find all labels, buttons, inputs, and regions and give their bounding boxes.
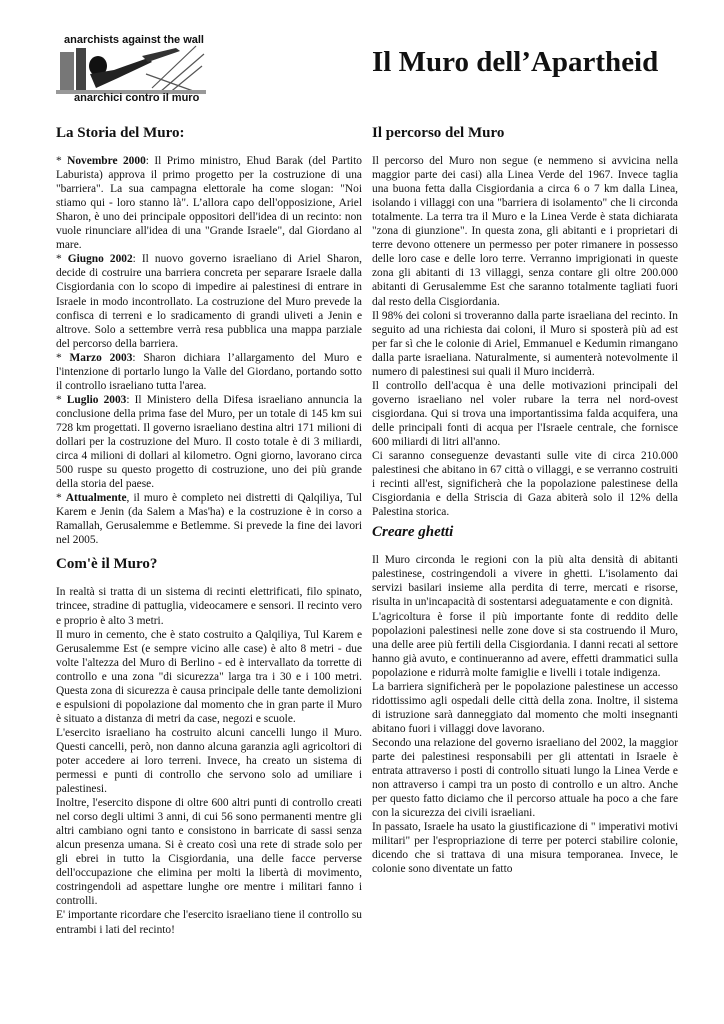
paragraph: In realtà si tratta di un sistema di recinti elettrificati, filo spinato, trincee, stradine di pattuglia, videocamere e sensori. Il recinto vero e proprio è alto 3 metri. (56, 586, 362, 627)
paragraph: Secondo una relazione del governo israeliano del 2002, la maggior parte dei palestinesi responsabili per gli attentati in Israele è entrata attraverso i posti di controllo situati lungo la Linea Verde e non attraverso i campi tra un posto di controllo e un altro. Anche per questo fatto diciamo che il percorso attuale ha poco a che fare con la sicurezza dei civili israeliani. (372, 736, 678, 820)
timeline-entry: * Giugno 2002: Il nuovo governo israeliano di Ariel Sharon, decide di costruire una barriera concreta per separare Israele dalla Cisgiordania con lo scopo di impedire ai palestinesi di entrare in Israele in modo incontrollato. La costruzione del Muro prevede la confisca di terreni e lo sradicamento di grandi uliveti a Jenin e altrove. Solo a settembre verrà resa pubblica una mappa parziale del percorso della barriera. (56, 253, 362, 350)
paragraph: Il 98% dei coloni si troveranno dalla parte israeliana del recinto. In seguito ad una richiesta dai coloni, il Muro si sposterà più ad est per far sì che le colonie di Ariel, Emmanuel e Kedumin rimangano dalla parte israeliana. Naturalmente, si aumenterà notevolmente il numero di palestinesi sui quali il Muro inciderrà. (372, 309, 678, 378)
page-title: Il Muro dell’Apartheid (372, 46, 659, 78)
right-column (372, 126, 678, 876)
timeline-entry: * Marzo 2003: Sharon dichiara l’allargamento del Muro e l'intenzione di portarlo lungo la Valle del Giordano, portando sotto il controllo israeliano tutta l'area. (56, 351, 362, 392)
logo-top-text: anarchists against the wall (64, 34, 204, 46)
section-heading-percorso: Il percorso del Muro (372, 125, 505, 141)
section-heading-come: Com'è il Muro? (56, 556, 158, 573)
paragraph: Inoltre, l'esercito dispone di oltre 600 altri punti di controllo creati nel corso degli ultimi 3 anni, di cui 56 sono permanenti mentre gli altri cambiano ogni tanto e consistono in barricate di sassi senza alcun presenza umana. Si è creato così una rete di strade solo per gli ebrei in tutto la Cisgiordania, una delle facce perverse dell'occupazione che elimina per molti la libertà di movimento, costringendoli ad aspettare lunghe ore mentre i militari fanno i controlli. (56, 797, 362, 908)
timeline-entry: * Luglio 2003: Il Ministero della Difesa israeliano annuncia la conclusione della prima fase del Muro, per un totale di 145 km sui 728 km progettati. Il governo israeliano destina altri 171 milioni di dollari per la costruzione del Muro. Il costo totale è di 3 miliardi, circa 4 milioni di dollari al kilometro. Ogni giorno, lavorano circa 500 ruspe su questo progetto di costruzione, uno dei più grande della storia del paese. (56, 393, 362, 491)
timeline-date: Novembre 2000 (67, 155, 146, 168)
paragraph: In passato, Israele ha usato la giustificazione di " imperativi motivi militari" per l'espropriazione di terre per poterci stabilire colonie, dicendo che si trattava di una misura temporanea. Invece, le colonie sono diventate un fatto (372, 821, 678, 876)
logo (56, 34, 206, 106)
paragraph: L'agricoltura è forse il più importante fonte di reddito delle popolazioni palestinesi nelle zone dove si sta costruendo il Muro, una delle aree più fertili della Cisgiordania. I danni recati al settore hanno già avuto, e continueranno ad avere, effetti drammatici sulla popolazione e ridurrà molte famiglie e livelli i totale indigenza. (372, 610, 678, 679)
paragraph: Ci saranno conseguenze devastanti sulle vite di circa 210.000 palestinesi che abitano in 67 città o villaggi, e se verranno costruiti i recinti all'est, significherà che la popolazione palestinese della Cisgiordania e della Striscia di Gaza abiterà solo il 12% della Palestina storica. (372, 450, 678, 519)
left-column (56, 126, 362, 937)
timeline-entry: * Novembre 2000: Il Primo ministro, Ehud Barak (del Partito Laburista) approva il primo progetto per la costruzione di una "barriera". La sua campagna elettorale ha come slogan: "Noi stiamo qui - loro stanno là". L’allora capo dell'opposizione, Ariel Sharon, è uno dei principale oppositori dell'idea di un recinto: non vuole rinunciare all'idea di una "Grande Israele", dal Giordano al mare. (56, 155, 363, 252)
section-heading-storia: La Storia del Muro: (56, 125, 185, 141)
timeline-date: Giugno 2002 (67, 253, 133, 266)
section-heading-ghetti: Creare ghetti (372, 524, 454, 541)
timeline-date: Luglio 2003 (66, 393, 127, 406)
paragraph: Il percorso del Muro non segue (e nemmeno si avvicina nella maggior parte dei casi) alla Linea Verde del 1967. Invece taglia una buona fetta dalla Cisgiordania a circa 6 o 7 km dalla Linea, isolando i villaggi con una "barriera di isolamento" che li circonda totalmente. La terra tra il Muro e la Linea Verde è stata dichiarata "zona di giunzione". In questa zona, gli abitanti e i proprietari di terre devono ottenere un permesso per poter rimanere in possesso delle loro case e delle loro terre. Verranno imprigionati in queste zona gli abitanti di 13 villaggi, senza contare gli oltre 200.000 abitanti di Gerusalemme Est che saranno totalmente tagliati fuori dal resto della Cisgiordania. (372, 155, 678, 308)
paragraph: E' importante ricordare che l'esercito israeliano tiene il controllo su entrambi i lati del recinto! (56, 909, 362, 936)
paragraph: L'esercito israeliano ha costruito alcuni cancelli lungo il Muro. Questi cancelli, però, non danno alcuna garanzia agli agricoltori di poter accedere ai loro terreni. Invece, ha creato un sistema di permessi e punti di controllo che servono solo ad umiliare i palestinesi. (56, 726, 362, 796)
timeline-entry: * Attualmente, il muro è completo nei distretti di Qalqiliya, Tul Karem e Jenin (da Salem a Mas'ha) e la costruzione è in corso a Ramallah, Gerusalemme e Betlemme. Si prevede la fine dei lavori nel 2005. (56, 492, 362, 547)
paragraph: La barriera significherà per le popolazione palestinese un accesso ridottissimo agli ospedali delle città della zona. Inoltre, il sistema di istruzione sarà danneggiato dal momento che molti insegnanti abitano fuori i villaggi dove lavorano. (372, 680, 678, 735)
timeline-date: Attualmente (65, 492, 127, 505)
timeline-date: Marzo 2003 (69, 351, 133, 364)
paragraph: Il controllo dell'acqua è una delle motivazioni principali del governo israeliano nel voler rubare la terra nel nord-ovest cisgiordana. Qui si trova una importantissima falda acquifera, una delle principali fonti di acqua per l'Israele centrale, che fornisce 600 miliardi di litri all'anno. (372, 379, 678, 448)
paragraph: Il Muro circonda le regioni con la più alta densità di abitanti palestinese, costringendoli a vivere in ghetti. L'isolamento dai servizi basilari insieme alla perdita di terre, mercati e risorse, risulta in un'incapacità di sostentarsi adeguatamente e con dignità. (372, 554, 678, 609)
logo-bottom-text: anarchici contro il muro (74, 92, 200, 104)
paragraph: Il muro in cemento, che è stato costruito a Qalqiliya, Tul Karem e Gerusalemme Est (e sempre vicino alle case) è alto 8 metri - due volte l'altezza del Muro di Berlino - ed è intervallato da torrette di controllo e una zona "di sicurezza" larga tra i 30 e i 100 metri. Questa zona di sicurezza è causa principale delle tante demolizioni e espulsioni di popolazione dal momento che in gran parte il Muro è situato a distanza di metri da case, negozi e scuole. (56, 628, 362, 725)
wall-cutter-icon (56, 44, 206, 96)
